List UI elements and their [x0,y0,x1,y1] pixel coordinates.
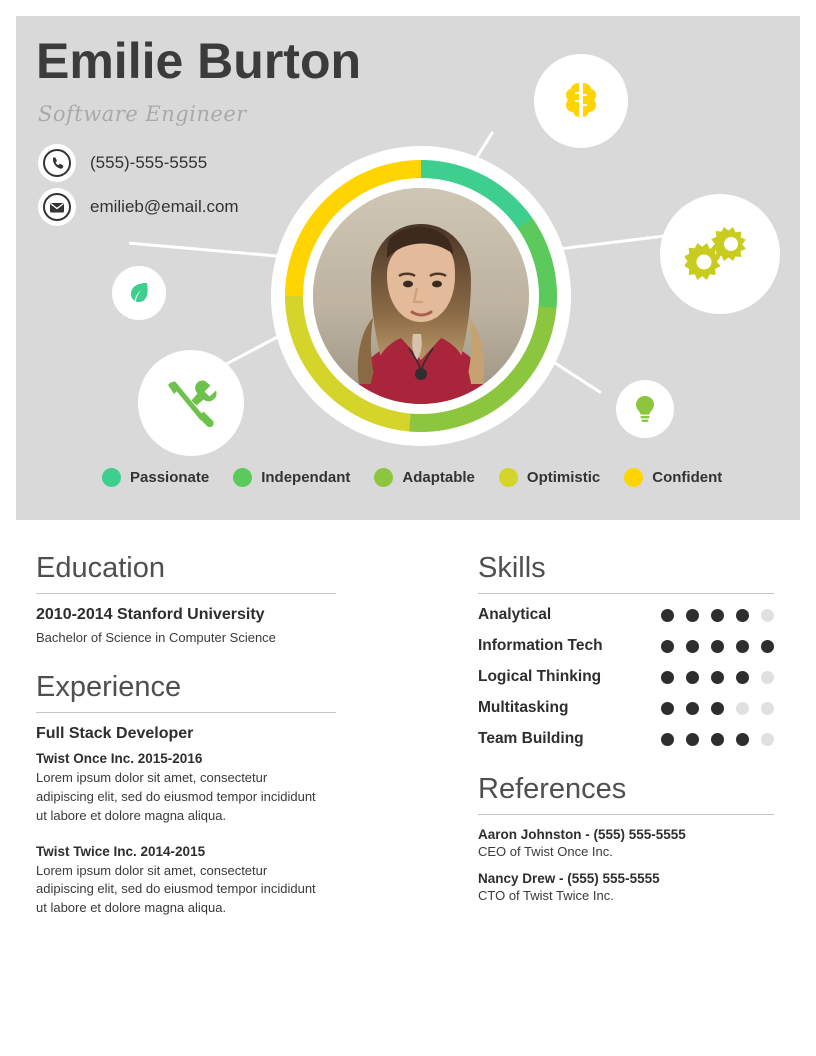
rating-dot [711,640,724,653]
skill-rating [661,671,774,684]
skill-row [478,730,774,748]
rating-dot [661,702,674,715]
legend-label: Optimistic [526,469,601,486]
rating-dot [711,733,724,746]
legend-label: Confident [652,469,723,486]
legend-dot [624,468,643,487]
legend-label: Independant [261,469,351,486]
rating-dot [661,671,674,684]
experience-company: Twist Once Inc. 2015-2016 [36,751,203,766]
rating-dot [661,640,674,653]
reference-title: CTO of Twist Twice Inc. [478,888,614,903]
reference-entry [478,871,774,903]
divider [36,712,336,713]
rating-dot [736,733,749,746]
legend-label: Adaptable [402,469,475,486]
rating-dot [686,702,699,715]
legend-dot [233,468,252,487]
left-column [36,552,336,936]
email-address: emilieb@email.com [90,197,239,216]
legend [102,468,722,487]
rating-dot [736,640,749,653]
tools-icon [138,350,244,456]
skill-rating [661,640,774,653]
legend-item [374,468,475,487]
rating-dot [711,671,724,684]
legend-dot [499,468,518,487]
rating-dot [736,702,749,715]
divider [478,814,774,815]
skill-name: Team Building [478,730,584,747]
reference-title: CEO of Twist Once Inc. [478,844,613,859]
rating-dot [761,609,774,622]
rating-dot [761,671,774,684]
rating-dot [761,640,774,653]
skill-row [478,606,774,624]
contact-phone [38,144,207,182]
skill-name: Multitasking [478,699,569,716]
rating-dot [736,671,749,684]
header-banner [16,16,800,520]
education-degree: Bachelor of Science in Computer Science [36,630,276,645]
rating-dot [761,733,774,746]
rating-dot [711,609,724,622]
contact-email [38,188,239,226]
reference-name: Nancy Drew - (555) 555-5555 [478,871,660,886]
phone-icon [38,144,76,182]
rating-dot [661,609,674,622]
legend-item [499,468,600,487]
rating-dot [686,640,699,653]
page-title: Emilie Burton [36,33,362,89]
rating-dot [711,702,724,715]
experience-company: Twist Twice Inc. 2014-2015 [36,843,206,859]
phone-number: (555)-555-5555 [90,153,208,172]
leaf-icon [112,266,166,320]
experience-description: Lorem ipsum dolor sit amet, consectetur adipiscing elit, sed do eiusmod tempor incididunt ut labore et dolore magna aliqua. [36,770,316,823]
avatar [313,188,529,404]
skill-rating [661,733,774,746]
education-heading: Education [36,552,165,584]
experience-description: Lorem ipsum dolor sit amet, consectetur adipiscing elit, sed do eiusmod tempor incididunt ut labore et dolore magna aliqua. [36,862,316,916]
skill-name: Information Tech [478,637,603,654]
skill-row [478,699,774,717]
rating-dot [686,671,699,684]
experience-role: Full Stack Developer [36,725,194,742]
experience-entry [36,751,336,826]
job-title: Software Engineer [38,102,247,126]
divider [478,593,774,594]
skill-rating [661,609,774,622]
skill-rating [661,702,774,715]
envelope-icon [38,188,76,226]
gears-icon [660,194,780,314]
legend-item [624,468,722,487]
education-school: 2010-2014 Stanford University [36,606,265,623]
skill-row [478,668,774,686]
legend-item [102,468,209,487]
skill-row [478,637,774,655]
rating-dot [661,733,674,746]
legend-dot [102,468,121,487]
lightbulb-icon [616,380,674,438]
legend-item [233,468,350,487]
legend-label: Passionate [130,469,210,486]
rating-dot [686,733,699,746]
skill-name: Analytical [478,606,552,623]
reference-name: Aaron Johnston - (555) 555-5555 [478,827,686,842]
rating-dot [686,609,699,622]
skills-heading: Skills [478,552,546,584]
skill-name: Logical Thinking [478,668,602,685]
divider [36,593,336,594]
brain-icon [534,54,628,148]
experience-entry [36,844,336,919]
references-heading: References [478,773,627,805]
profile-photo-hub [271,146,571,466]
right-column [478,552,774,915]
reference-entry [478,827,774,859]
rating-dot [736,609,749,622]
legend-dot [374,468,393,487]
experience-heading: Experience [36,671,182,703]
rating-dot [761,702,774,715]
